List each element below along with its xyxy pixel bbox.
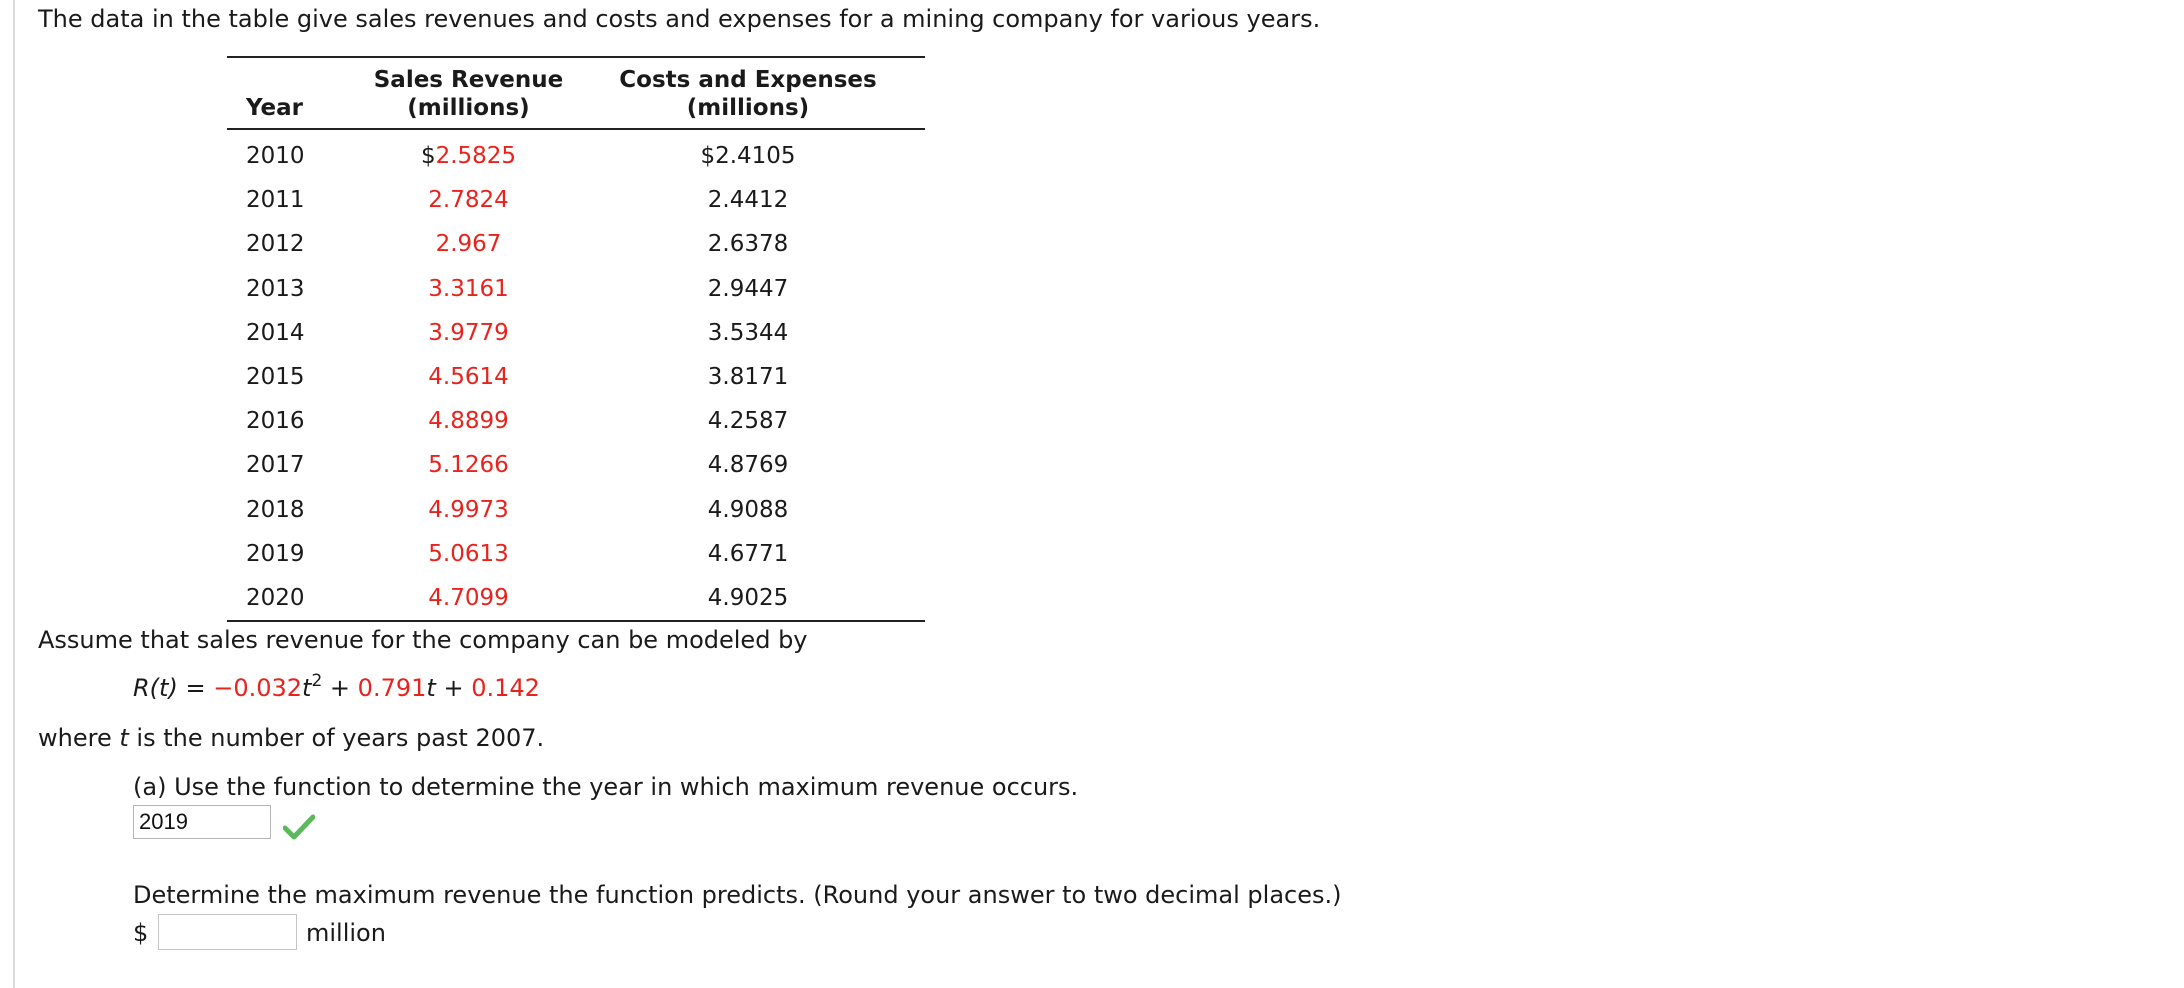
cell-costs-expenses: 4.2587 — [707, 408, 789, 435]
cell-year: 2014 — [246, 319, 305, 346]
left-border — [13, 0, 15, 988]
table-row — [227, 355, 925, 399]
intro-text: The data in the table give sales revenues and costs and expenses for a mining company for various years. — [38, 5, 1321, 33]
cell-year: 2019 — [246, 540, 305, 567]
cell-sales-revenue — [366, 222, 571, 266]
table-row — [227, 311, 925, 355]
cell-costs-expenses: 4.6771 — [707, 540, 789, 567]
cell-costs-expenses: 2.6378 — [707, 231, 789, 258]
table-row — [227, 399, 925, 443]
table-row — [227, 488, 925, 532]
cell-year: 2015 — [246, 364, 305, 391]
cell-year: 2010 — [246, 143, 305, 170]
cell-sales-revenue — [366, 355, 571, 399]
cell-costs-expenses: 2.9447 — [707, 275, 789, 302]
cell-sales-revenue — [366, 576, 571, 621]
part-a-answer-field[interactable]: 2019 — [133, 805, 271, 839]
assume-text: Assume that sales revenue for the company can be modeled by — [38, 626, 808, 654]
sales-value: 4.7099 — [428, 584, 509, 611]
table-header-row — [227, 57, 925, 129]
sales-value: 5.1266 — [428, 452, 509, 479]
sales-value: 4.9973 — [428, 496, 509, 523]
sales-value: 5.0613 — [428, 540, 509, 567]
unit-label: million — [306, 919, 386, 947]
cell-costs-expenses: 4.9025 — [571, 576, 925, 621]
cell-sales-revenue — [366, 267, 571, 311]
coef-b: 0.791 — [357, 674, 427, 702]
max-revenue-input[interactable] — [158, 914, 297, 950]
header-year: Year — [227, 57, 366, 129]
sales-value: 3.9779 — [428, 319, 509, 346]
cell-year: 2012 — [246, 231, 305, 258]
where-text: where t is the number of years past 2007. — [38, 724, 545, 752]
table-row — [227, 443, 925, 487]
data-table — [227, 56, 925, 622]
currency-prefix: $ — [420, 143, 436, 170]
cell-year: 2017 — [246, 452, 305, 479]
part-a-prompt: (a) Use the function to determine the year in which maximum revenue occurs. — [133, 773, 1079, 801]
sales-value: 2.7824 — [428, 187, 509, 214]
cell-sales-revenue — [366, 178, 571, 222]
cell-costs-expenses: 4.9088 — [707, 496, 789, 523]
constant: 0.142 — [471, 674, 540, 702]
table-row — [227, 129, 925, 178]
table-row — [227, 267, 925, 311]
cell-costs-expenses: 4.8769 — [707, 452, 789, 479]
sales-value: 4.8899 — [428, 408, 509, 435]
cell-sales-revenue — [366, 488, 571, 532]
cell-costs-expenses: 3.8171 — [707, 364, 789, 391]
sales-value: 2.967 — [435, 231, 502, 258]
table-body — [227, 129, 925, 621]
sales-value: 3.3161 — [428, 275, 509, 302]
checkmark-icon — [283, 814, 315, 840]
cell-year: 2020 — [227, 576, 366, 621]
table-row — [227, 576, 925, 621]
cell-sales-revenue — [366, 399, 571, 443]
table-row — [227, 222, 925, 266]
cell-year: 2016 — [246, 408, 305, 435]
revenue-formula: $R(t) = -0.032t^2 + 0.791t + 0.142$ — [133, 671, 540, 702]
cell-costs-expenses: $2.4105 — [700, 143, 796, 170]
table-row — [227, 178, 925, 222]
cell-year: 2011 — [246, 187, 305, 214]
cell-sales-revenue — [366, 129, 571, 178]
table-row — [227, 532, 925, 576]
header-costs-expenses: Costs and Expenses (millions) — [571, 57, 925, 129]
cell-sales-revenue — [366, 443, 571, 487]
cell-year: 2018 — [246, 496, 305, 523]
cell-year: 2013 — [246, 275, 305, 302]
part-b-prompt: Determine the maximum revenue the function predicts. (Round your answer to two decimal places.) — [133, 881, 1342, 909]
dollar-prefix: $ — [133, 919, 149, 947]
cell-sales-revenue — [366, 532, 571, 576]
cell-costs-expenses: 3.5344 — [707, 319, 789, 346]
sales-value: 2.5825 — [435, 143, 517, 170]
coef-a: −0.032 — [213, 674, 303, 702]
cell-costs-expenses: 2.4412 — [707, 187, 789, 214]
sales-value: 4.5614 — [428, 364, 509, 391]
header-sales-revenue: Sales Revenue (millions) — [366, 57, 571, 129]
cell-sales-revenue — [366, 311, 571, 355]
